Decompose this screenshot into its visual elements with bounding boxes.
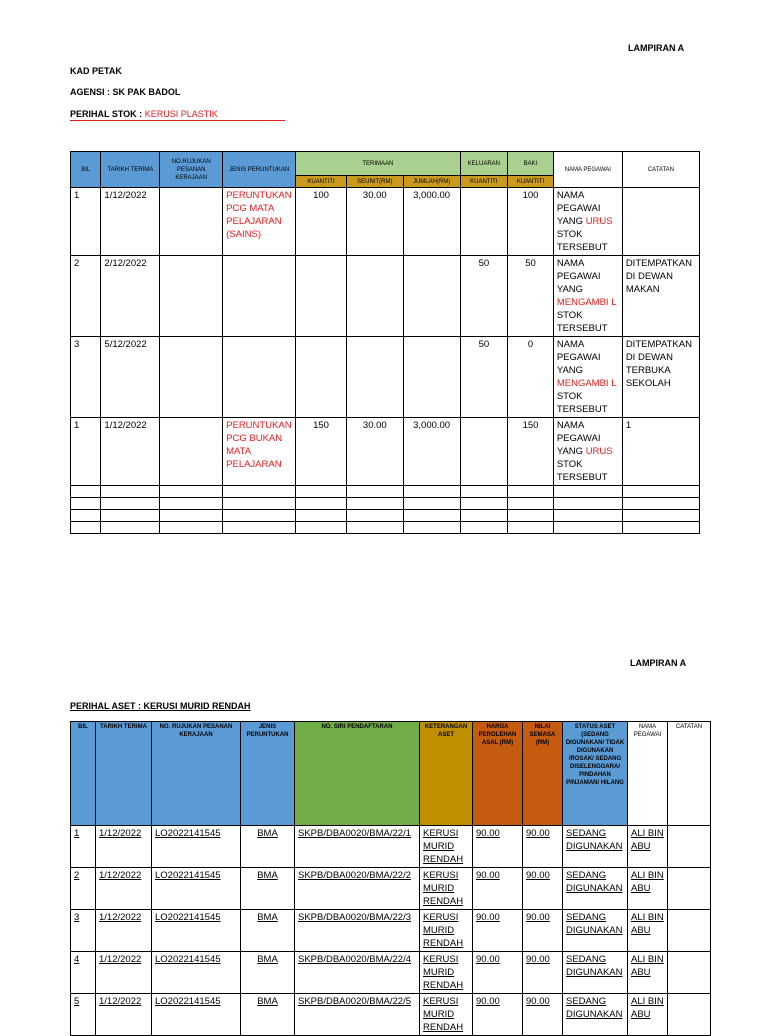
col2-bil: BIL xyxy=(71,722,96,826)
col2-nama: NAMA PEGAWAI xyxy=(628,722,668,826)
asset-table xyxy=(70,721,711,1036)
col-seunit: SEUNIT(RM) xyxy=(346,176,403,188)
cell-nama-pegawai xyxy=(553,256,622,337)
cell-kuantiti xyxy=(296,337,347,418)
cell-jumlah xyxy=(403,256,460,337)
pegawai-text-c: STOK TERSEBUT xyxy=(556,310,608,334)
cell2-nilai: 90.00 xyxy=(523,910,563,952)
pegawai-text-c: STOK TERSEBUT xyxy=(556,229,608,253)
cell2-bil: 3 xyxy=(71,910,96,952)
col2-catatan: CATATAN xyxy=(668,722,711,826)
col-catatan: CATATAN xyxy=(622,152,699,188)
cell-tarikh: 1/12/2022 xyxy=(101,418,160,486)
cell2-status: SEDANG DIGUNAKAN xyxy=(563,826,628,868)
pegawai-text-b: URUS xyxy=(585,216,613,227)
cell2-tarikh: 1/12/2022 xyxy=(96,910,152,952)
empty-row xyxy=(71,498,700,510)
cell-rujukan xyxy=(160,188,223,256)
stock-row xyxy=(71,188,700,256)
cell2-keterangan: KERUSI MURID RENDAH xyxy=(420,910,473,952)
cell2-status: SEDANG DIGUNAKAN xyxy=(563,994,628,1036)
cell2-tarikh: 1/12/2022 xyxy=(96,868,152,910)
cell2-keterangan: KERUSI MURID RENDAH xyxy=(420,826,473,868)
cell-bil: 2 xyxy=(71,256,101,337)
cell2-rujukan: LO2022141545 xyxy=(152,826,241,868)
pegawai-text-b: MENGAMBI L xyxy=(556,378,617,389)
col2-rujukan: NO. RUJUKAN PESANAN KERAJAAN xyxy=(152,722,241,826)
cell2-nama: ALI BIN ABU xyxy=(628,868,668,910)
cell-jumlah: 3,000.00 xyxy=(403,418,460,486)
pegawai-text-c: STOK TERSEBUT xyxy=(556,459,608,483)
cell2-status: SEDANG DIGUNAKAN xyxy=(563,910,628,952)
cell2-jenis: BMA xyxy=(241,994,295,1036)
cell-keluaran xyxy=(460,418,508,486)
cell-baki: 100 xyxy=(508,188,554,256)
cell-jenis xyxy=(223,337,296,418)
cell2-jenis: BMA xyxy=(241,868,295,910)
cell2-nama: ALI BIN ABU xyxy=(628,994,668,1036)
cell2-keterangan: KERUSI MURID RENDAH xyxy=(420,994,473,1036)
cell2-rujukan: LO2022141545 xyxy=(152,952,241,994)
cell2-catatan xyxy=(668,952,711,994)
cell-catatan: DITEMPATKAN DI DEWAN MAKAN xyxy=(622,256,699,337)
pegawai-text-b: MENGAMBI L xyxy=(556,297,617,308)
perihal-stok-label: PERIHAL STOK : xyxy=(70,109,143,119)
cell-tarikh: 1/12/2022 xyxy=(101,188,160,256)
col2-tarikh: TARIKH TERIMA xyxy=(96,722,152,826)
cell2-harga: 90.00 xyxy=(473,910,523,952)
cell2-nilai: 90.00 xyxy=(523,994,563,1036)
cell-seunit: 30.00 xyxy=(346,188,403,256)
cell2-bil: 5 xyxy=(71,994,96,1036)
col-bil: BIL xyxy=(71,152,101,188)
cell-jenis xyxy=(223,256,296,337)
col-jumlah: JUMLAH(RM) xyxy=(403,176,460,188)
cell-nama-pegawai xyxy=(553,188,622,256)
cell2-siri: SKPB/DBA0020/BMA/22/4 xyxy=(295,952,420,994)
empty-row xyxy=(71,522,700,534)
cell-keluaran: 50 xyxy=(460,256,508,337)
cell-jenis: PERUNTUKAN PCG MATA PELAJARAN (SAINS) xyxy=(223,188,296,256)
cell2-nama: ALI BIN ABU xyxy=(628,826,668,868)
cell-bil: 3 xyxy=(71,337,101,418)
cell2-rujukan: LO2022141545 xyxy=(152,910,241,952)
stock-row xyxy=(71,337,700,418)
cell-seunit xyxy=(346,256,403,337)
empty-row xyxy=(71,486,700,498)
cell2-tarikh: 1/12/2022 xyxy=(96,826,152,868)
cell2-tarikh: 1/12/2022 xyxy=(96,994,152,1036)
cell-tarikh: 2/12/2022 xyxy=(101,256,160,337)
col-jenis: JENIS PERUNTUKAN xyxy=(223,152,296,188)
col-terimaan: TERIMAAN xyxy=(296,152,460,176)
cell2-harga: 90.00 xyxy=(473,952,523,994)
asset-row xyxy=(71,952,711,994)
cell-rujukan xyxy=(160,337,223,418)
col2-keterangan: KETERANGAN ASET xyxy=(420,722,473,826)
cell2-nama: ALI BIN ABU xyxy=(628,952,668,994)
cell-kuantiti: 150 xyxy=(296,418,347,486)
stock-row xyxy=(71,256,700,337)
pegawai-text-c: STOK TERSEBUT xyxy=(556,391,608,415)
pegawai-text-a: NAMA PEGAWAI YANG xyxy=(556,190,601,227)
cell-bil: 1 xyxy=(71,418,101,486)
cell2-catatan xyxy=(668,994,711,1036)
cell2-rujukan: LO2022141545 xyxy=(152,994,241,1036)
cell2-siri: SKPB/DBA0020/BMA/22/1 xyxy=(295,826,420,868)
col-baki-kuantiti: KUANTITI xyxy=(508,176,554,188)
cell-baki: 0 xyxy=(508,337,554,418)
cell-rujukan xyxy=(160,418,223,486)
cell2-keterangan: KERUSI MURID RENDAH xyxy=(420,952,473,994)
col-rujukan: NO.RUJUKAN PESANAN KERAJAAN xyxy=(160,152,223,188)
pegawai-text-a: NAMA PEGAWAI YANG xyxy=(556,339,601,376)
cell2-rujukan: LO2022141545 xyxy=(152,868,241,910)
cell2-siri: SKPB/DBA0020/BMA/22/3 xyxy=(295,910,420,952)
perihal-aset: PERIHAL ASET : KERUSI MURID RENDAH xyxy=(70,701,251,711)
col2-siri: NO. SIRI PENDAFTARAN xyxy=(295,722,420,826)
col-nama-pegawai: NAMA PEGAWAI xyxy=(553,152,622,188)
col-tarikh: TARIKH TERIMA xyxy=(101,152,160,188)
cell2-bil: 1 xyxy=(71,826,96,868)
col-keluaran: KELUARAN xyxy=(460,152,508,176)
stock-row xyxy=(71,418,700,486)
cell-jumlah: 3,000.00 xyxy=(403,188,460,256)
cell2-nilai: 90.00 xyxy=(523,868,563,910)
col-baki: BAKI xyxy=(508,152,554,176)
cell-seunit xyxy=(346,337,403,418)
cell2-catatan xyxy=(668,868,711,910)
asset-row xyxy=(71,910,711,952)
cell-nama-pegawai xyxy=(553,418,622,486)
cell2-siri: SKPB/DBA0020/BMA/22/5 xyxy=(295,994,420,1036)
cell-seunit: 30.00 xyxy=(346,418,403,486)
cell2-harga: 90.00 xyxy=(473,994,523,1036)
cell2-status: SEDANG DIGUNAKAN xyxy=(563,868,628,910)
col-keluaran-kuantiti: KUANTITI xyxy=(460,176,508,188)
cell-rujukan xyxy=(160,256,223,337)
col2-harga: HARGA PEROLEHAN ASAL (RM) xyxy=(473,722,523,826)
col2-jenis: JENIS PERUNTUKAN xyxy=(241,722,295,826)
cell2-jenis: BMA xyxy=(241,826,295,868)
col-kuantiti: KUANTITI xyxy=(296,176,347,188)
stock-card-table xyxy=(70,151,700,534)
cell2-bil: 4 xyxy=(71,952,96,994)
cell2-siri: SKPB/DBA0020/BMA/22/2 xyxy=(295,868,420,910)
perihal-stok-value: KERUSI PLASTIK xyxy=(144,109,218,119)
cell2-catatan xyxy=(668,826,711,868)
cell-tarikh: 5/12/2022 xyxy=(101,337,160,418)
cell2-status: SEDANG DIGUNAKAN xyxy=(563,952,628,994)
lampiran-label: LAMPIRAN A xyxy=(628,43,685,53)
cell-bil: 1 xyxy=(71,188,101,256)
cell2-nilai: 90.00 xyxy=(523,952,563,994)
cell-catatan xyxy=(622,188,699,256)
cell-baki: 150 xyxy=(508,418,554,486)
col2-nilai: NILAI SEMASA (RM) xyxy=(523,722,563,826)
pegawai-text-a: NAMA PEGAWAI YANG xyxy=(556,420,601,457)
cell-jenis: PERUNTUKAN PCG BUKAN MATA PELAJARAN xyxy=(223,418,296,486)
cell-keluaran: 50 xyxy=(460,337,508,418)
col2-status: STATUS ASET (SEDANG DIGUNAKAN/ TIDAK DIGUNAKAN /ROSAK/ SEDANG DISELENGGARA/ PINDAHAN PINJAMAN/ HILANG xyxy=(563,722,628,826)
cell-kuantiti: 100 xyxy=(296,188,347,256)
cell-keluaran xyxy=(460,188,508,256)
asset-row xyxy=(71,826,711,868)
cell2-nama: ALI BIN ABU xyxy=(628,910,668,952)
cell2-nilai: 90.00 xyxy=(523,826,563,868)
cell-jumlah xyxy=(403,337,460,418)
asset-row xyxy=(71,868,711,910)
asset-row xyxy=(71,994,711,1036)
pegawai-text-a: NAMA PEGAWAI YANG xyxy=(556,258,601,295)
perihal-stok xyxy=(70,109,285,121)
cell2-keterangan: KERUSI MURID RENDAH xyxy=(420,868,473,910)
cell2-jenis: BMA xyxy=(241,952,295,994)
cell-nama-pegawai xyxy=(553,337,622,418)
pegawai-text-b: URUS xyxy=(585,446,613,457)
agensi-label: AGENSI : SK PAK BADOL xyxy=(70,87,181,97)
kad-petak-title: KAD PETAK xyxy=(70,66,122,76)
cell2-jenis: BMA xyxy=(241,910,295,952)
cell-kuantiti xyxy=(296,256,347,337)
cell-catatan: 1 xyxy=(622,418,699,486)
empty-row xyxy=(71,510,700,522)
cell2-harga: 90.00 xyxy=(473,826,523,868)
cell2-harga: 90.00 xyxy=(473,868,523,910)
cell-catatan: DITEMPATKAN DI DEWAN TERBUKA SEKOLAH xyxy=(622,337,699,418)
lampiran-label-2: LAMPIRAN A xyxy=(630,658,687,668)
cell2-bil: 2 xyxy=(71,868,96,910)
cell-baki: 50 xyxy=(508,256,554,337)
cell2-tarikh: 1/12/2022 xyxy=(96,952,152,994)
cell2-catatan xyxy=(668,910,711,952)
